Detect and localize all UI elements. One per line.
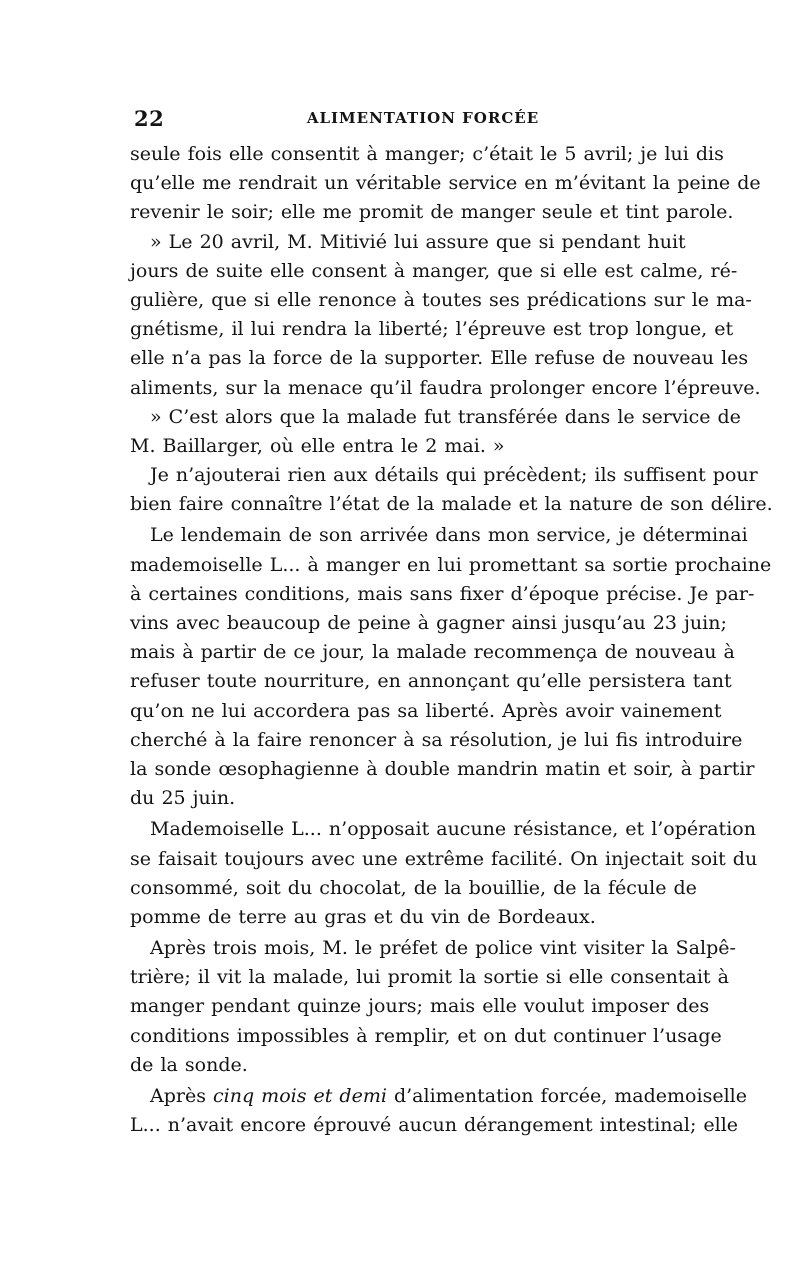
text-run: d’alimentation forcée, mademoiselle	[386, 1085, 747, 1107]
text-line: seule fois elle consentit à manger; c’était le 5 avril; je lui dis	[130, 143, 724, 165]
text-line: jours de suite elle consent à manger, que si elle est calme, ré-	[130, 259, 738, 282]
text-line	[130, 1082, 747, 1111]
text-line: de la sonde.	[130, 1053, 248, 1076]
text-line: pomme de terre au gras et du vin de Bordeaux.	[130, 905, 596, 928]
text-line: » C’est alors que la malade fut transférée dans le service de	[150, 405, 741, 428]
text-line: aliments, sur la menace qu’il faudra prolonger encore l’épreuve.	[130, 376, 761, 399]
text-line: à certaines conditions, mais sans fixer d’époque précise. Je par-	[130, 582, 755, 605]
text-line: Le lendemain de son arrivée dans mon service, je déterminai	[150, 524, 748, 547]
text-run: Après	[150, 1085, 214, 1107]
text-line: mademoiselle L... à manger en lui promettant sa sortie prochaine	[130, 553, 772, 576]
text-line: bien faire connaître l’état de la malade et la nature de son délire.	[130, 493, 773, 516]
text-line: L... n’avait encore éprouvé aucun dérangement intestinal; elle	[130, 1114, 739, 1137]
page-number: 22	[134, 106, 165, 131]
text-line: du 25 juin.	[130, 787, 236, 810]
text-line: manger pendant quinze jours; mais elle voulut imposer des	[130, 995, 710, 1018]
italic-phrase: cinq mois et demi	[213, 1085, 387, 1107]
text-line: mais à partir de ce jour, la malade recommença de nouveau à	[130, 641, 735, 664]
text-line: gnétisme, il lui rendra la liberté; l’épreuve est trop longue, et	[130, 318, 734, 341]
text-line: refuser toute nourriture, en annonçant qu’elle persistera tant	[130, 670, 732, 693]
text-line: vins avec beaucoup de peine à gagner ainsi jusqu’au 23 juin;	[130, 612, 727, 634]
text-line: Mademoiselle L... n’opposait aucune résistance, et l’opération	[150, 818, 756, 841]
body-text	[130, 140, 773, 1140]
text-line: cherché à la faire renoncer à sa résolution, je lui fis introduire	[130, 728, 743, 751]
text-line: » Le 20 avril, M. Mitivié lui assure que si pendant huit	[150, 230, 686, 253]
text-line: revenir le soir; elle me promit de manger seule et tint parole.	[130, 201, 734, 224]
text-line: consommé, soit du chocolat, de la bouillie, de la fécule de	[130, 876, 697, 899]
running-title: ALIMENTATION FORCÉE	[306, 109, 540, 127]
text-line: conditions impossibles à remplir, et on dut continuer l’usage	[130, 1024, 722, 1047]
running-head	[128, 106, 678, 132]
text-line: la sonde œsophagienne à double mandrin matin et soir, à partir	[130, 757, 755, 780]
text-line: Je n’ajouterai rien aux détails qui précèdent; ils suffisent pour	[150, 464, 758, 487]
text-line: M. Baillarger, où elle entra le 2 mai. »	[130, 434, 505, 457]
text-line: qu’on ne lui accordera pas sa liberté. Après avoir vainement	[130, 699, 722, 722]
text-line: se faisait toujours avec une extrême facilité. On injectait soit du	[130, 847, 758, 870]
text-line: elle n’a pas la force de la supporter. Elle refuse de nouveau les	[130, 347, 749, 370]
text-line: Après trois mois, M. le préfet de police vint visiter la Salpê-	[150, 937, 736, 960]
text-line: gulière, que si elle renonce à toutes ses prédications sur le ma-	[130, 288, 752, 311]
text-line: qu’elle me rendrait un véritable service en m’évitant la peine de	[130, 172, 761, 195]
text-line: trière; il vit la malade, lui promit la sortie si elle consentait à	[130, 966, 729, 989]
